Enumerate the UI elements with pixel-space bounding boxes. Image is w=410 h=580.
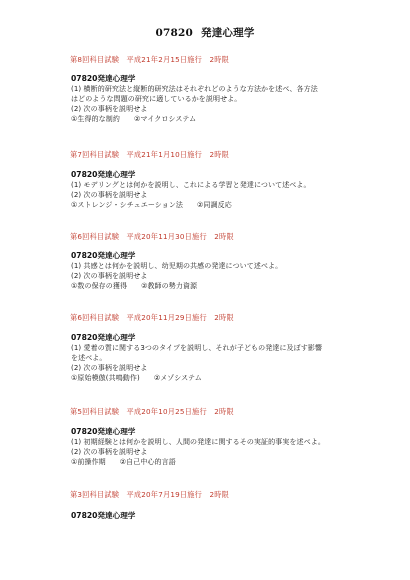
exam-header: 第8回科目試験 平成21年2月15日施行 2時限 xyxy=(70,55,229,64)
exam-header: 第6回科目試験 平成20年11月30日施行 2時限 xyxy=(70,232,234,241)
question-line: (1) モデリングとは何かを説明し、これによる学習と発達について述べよ。 xyxy=(71,181,311,189)
option-item: ①原始模倣(共鳴動作) xyxy=(71,374,140,382)
question-line: (1) 共感とは何かを説明し、幼児期の共感の発達について述べよ。 xyxy=(71,262,283,270)
option-item: ②同調反応 xyxy=(197,201,232,209)
option-item: ①ストレンジ・シチュエーション法 xyxy=(71,201,184,209)
option-item: ②教師の勢力資源 xyxy=(141,282,198,290)
options-line xyxy=(71,281,197,291)
option-item: ①生得的な制約 xyxy=(71,115,120,123)
option-item: ①前操作期 xyxy=(71,458,106,466)
question-line: (1) 愛着の質に関する3つのタイプを説明し、それが子どもの発達に及ぼす影響 xyxy=(71,344,323,352)
option-item: ①数の保存の獲得 xyxy=(71,282,128,290)
option-item: ②メゾシステム xyxy=(153,374,202,382)
section-course-title: 07820発達心理学 xyxy=(71,74,136,83)
question-line: を述べよ。 xyxy=(71,354,107,362)
question-line: (1) 初期経験とは何かを説明し、人間の発達に関するその実証的事実を述べよ。 xyxy=(71,438,325,446)
exam-header: 第5回科目試験 平成20年10月25日施行 2時限 xyxy=(70,407,234,416)
options-line xyxy=(71,457,176,467)
document-title xyxy=(0,25,410,40)
section-course-title: 07820発達心理学 xyxy=(71,511,136,520)
question-line: (2) 次の事柄を説明せよ xyxy=(71,272,148,280)
exam-header: 第7回科目試験 平成21年1月10日施行 2時限 xyxy=(70,150,229,159)
option-item: ②自己中心的言語 xyxy=(119,458,176,466)
question-line: (1) 横断的研究法と縦断的研究法はそれぞれどのような方法かを述べ、各方法 xyxy=(71,85,318,93)
section-course-title: 07820発達心理学 xyxy=(71,427,136,436)
course-name: 発達心理学 xyxy=(201,27,255,39)
question-line: はどのような問題の研究に適しているかを説明せよ。 xyxy=(71,95,242,103)
options-line xyxy=(71,114,196,124)
section-course-title: 07820発達心理学 xyxy=(71,251,136,260)
options-line xyxy=(71,200,232,210)
question-line: (2) 次の事柄を説明せよ xyxy=(71,105,148,113)
exam-header: 第3回科目試験 平成20年7月19日施行 2時限 xyxy=(70,490,229,499)
section-course-title: 07820発達心理学 xyxy=(71,170,136,179)
course-code: 07820 xyxy=(155,27,194,39)
question-line: (2) 次の事柄を説明せよ xyxy=(71,448,148,456)
option-item: ②マイクロシステム xyxy=(133,115,197,123)
options-line xyxy=(71,373,202,383)
question-line: (2) 次の事柄を説明せよ xyxy=(71,364,148,372)
question-line: (2) 次の事柄を説明せよ xyxy=(71,191,148,199)
exam-header: 第6回科目試験 平成20年11月29日施行 2時限 xyxy=(70,313,234,322)
section-course-title: 07820発達心理学 xyxy=(71,333,136,342)
